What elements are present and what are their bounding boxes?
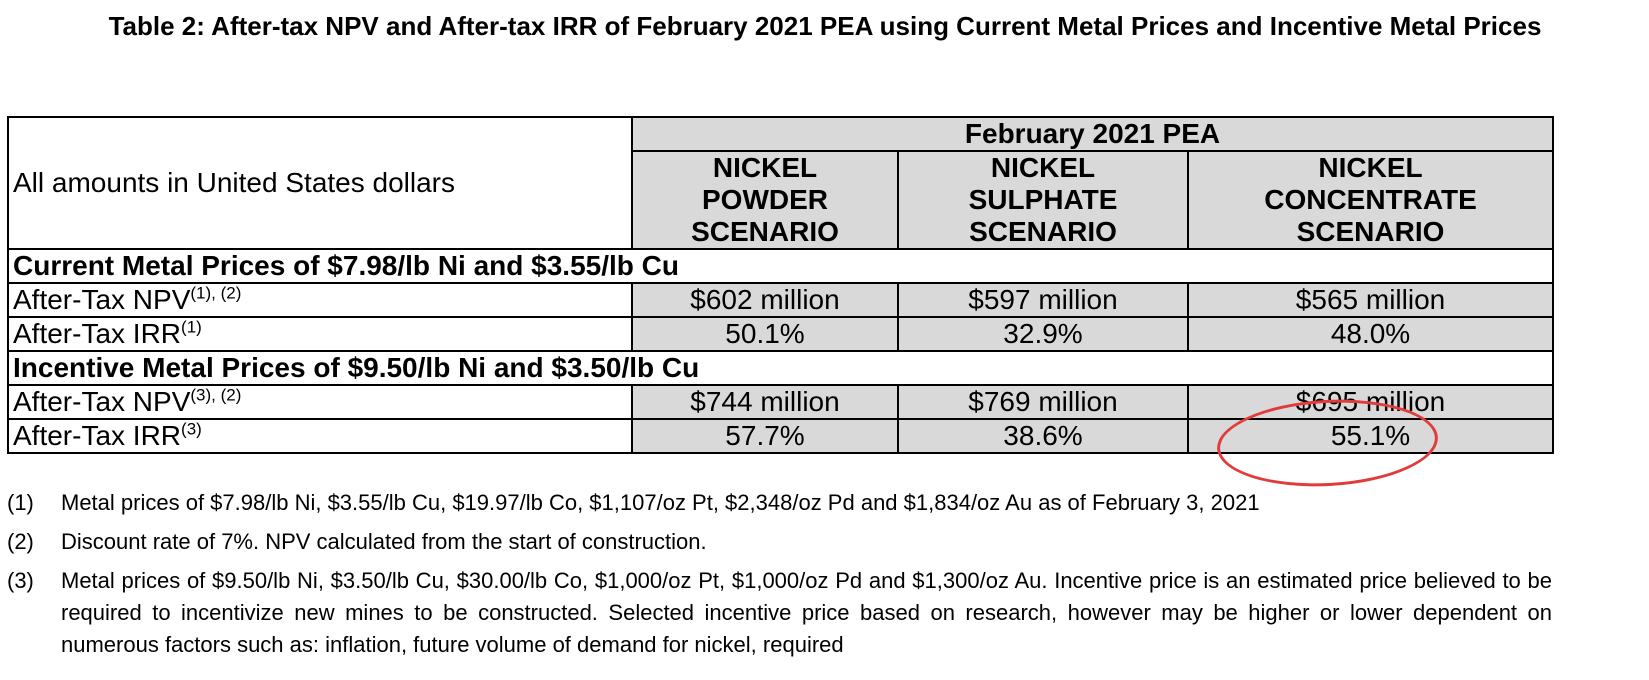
scenario-line: SCENARIO [969,216,1117,247]
table-cell: 48.0% [1188,317,1553,351]
footnote-text: Metal prices of $9.50/lb Ni, $3.50/lb Cu, $30.00/lb Co, $1,000/oz Pt, $1,000/oz Pd and $1,300/oz Au. Incentive price is an estimated price believed to be required to incentivize new mines to be constructed. Selected incentive price based on research, however may be higher or lower dependent on numerous factors such as: inflation, future volume of demand for nickel, required [61,568,1552,657]
table-cell: $744 million [632,385,898,419]
scenario-header-sulphate [898,151,1188,249]
row-label-text: After-Tax NPV [13,284,191,315]
row-label-text: After-Tax NPV [13,386,191,417]
table-cell: $565 million [1188,283,1553,317]
table-cell: 50.1% [632,317,898,351]
footnote-ref: (3) [181,419,202,439]
row-label [8,317,632,351]
section-heading: Current Metal Prices of $7.98/lb Ni and $3.55/lb Cu [8,249,1553,283]
table-cell: 38.6% [898,419,1188,453]
group-header: February 2021 PEA [632,117,1553,151]
footnotes [7,487,1552,668]
footnote-ref: (3), (2) [190,385,242,405]
row-label [8,283,632,317]
scenario-header-powder [632,151,898,249]
scenario-line: SCENARIO [1296,216,1445,247]
scenario-line: SULPHATE [968,184,1118,215]
section-row-current [8,249,1553,283]
footnote-ref: (1), (2) [190,283,242,303]
footnote [7,526,1552,558]
row-label-text: After-Tax IRR [13,318,182,349]
table-row [8,283,1553,317]
table-cell: 32.9% [898,317,1188,351]
row-label [8,419,632,453]
table-cell: $602 million [632,283,898,317]
scenario-header-concentrate [1188,151,1553,249]
scenario-line: CONCENTRATE [1264,184,1477,215]
footnote-text: Discount rate of 7%. NPV calculated from the start of construction. [61,529,707,554]
table-row [8,317,1553,351]
table-cell: $695 million [1188,385,1553,419]
table-cell: 55.1% [1188,419,1553,453]
table-cell: 57.7% [632,419,898,453]
scenario-line: SCENARIO [691,216,839,247]
row-label-text: After-Tax IRR [13,420,182,451]
table-cell: $769 million [898,385,1188,419]
scenario-line: NICKEL [712,152,818,183]
units-label: All amounts in United States dollars [8,117,632,249]
footnote-number: (3) [7,568,34,593]
row-label [8,385,632,419]
footnote-text: Metal prices of $7.98/lb Ni, $3.55/lb Cu, $19.97/lb Co, $1,107/oz Pt, $2,348/oz Pd and $1,834/oz Au as of February 3, 2021 [61,490,1260,515]
footnote [7,487,1552,519]
table-title: Table 2: After-tax NPV and After-tax IRR of February 2021 PEA using Current Metal Prices and Incentive Metal Prices [108,11,1542,41]
footnote-ref: (1) [181,317,202,337]
scenario-line: NICKEL [990,152,1096,183]
scenario-line: NICKEL [1318,152,1423,183]
scenario-line: POWDER [702,184,828,215]
table-cell: $597 million [898,283,1188,317]
section-heading: Incentive Metal Prices of $9.50/lb Ni and $3.50/lb Cu [8,351,1553,385]
footnote [7,565,1552,661]
section-row-incentive [8,351,1553,385]
footnote-number: (1) [7,490,34,515]
footnote-number: (2) [7,529,34,554]
header-row-group [8,117,1553,151]
